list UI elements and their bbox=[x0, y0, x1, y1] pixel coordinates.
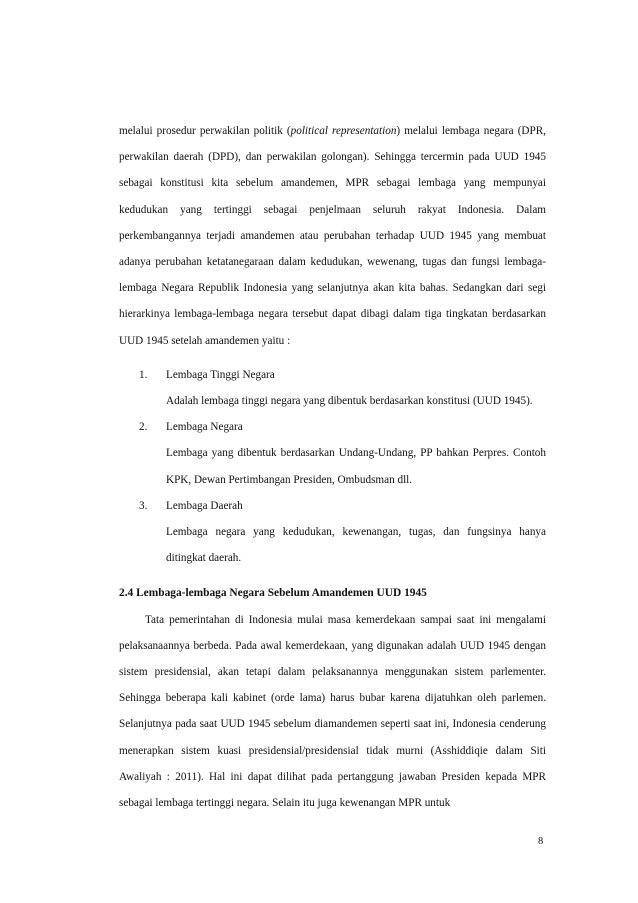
institution-list bbox=[119, 362, 546, 572]
list-item-description: Lembaga yang dibentuk berdasarkan Undang-Undang, PP bahkan Perpres. Contoh KPK, Dewan Pertimbangan Presiden, Ombudsman dll. bbox=[166, 447, 546, 486]
paragraph-1 bbox=[119, 118, 546, 354]
list-item-number: 1. bbox=[139, 368, 148, 381]
list-item-number: 3. bbox=[139, 499, 148, 512]
list-item bbox=[119, 362, 546, 414]
list-item-description: Adalah lembaga tinggi negara yang dibentuk berdasarkan konstitusi (UUD 1945). bbox=[166, 395, 533, 408]
list-item-title: Lembaga Negara bbox=[166, 421, 243, 434]
list-item-number: 2. bbox=[139, 421, 148, 434]
list-item-title: Lembaga Daerah bbox=[166, 499, 243, 512]
section-heading: 2.4 Lembaga-lembaga Negara Sebelum Amandemen UUD 1945 bbox=[119, 587, 427, 600]
list-item-description: Lembaga negara yang kedudukan, kewenangan, tugas, dan fungsinya hanya ditingkat daerah. bbox=[166, 526, 546, 565]
paragraph-1-italic-term: political representation bbox=[290, 125, 397, 137]
page-number: 8 bbox=[538, 836, 544, 847]
paragraph-1-text-b: ) melalui lembaga negara (DPR, perwakilan daerah (DPD), dan perwakilan golongan). Sehingga tercermin pada UUD 1945 sebagai konstitusi kita sebelum amandemen, MPR sebagai lembaga yang mempunyai kedudukan yang tertinggi sebagai penjelmaan seluruh rakyat Indonesia. Dalam perkembangannya terjadi amandemen atau perubahan terhadap UUD 1945 yang membuat adanya perubahan ketatanegaraan dalam kedudukan, wewenang, tugas dan fungsi lembaga-lembaga Negara Republik Indonesia yang selanjutnya akan kita bahas. Sedangkan dari segi hierarkinya lembaga-lembaga negara tersebut dapat dibagi dalam tiga tingkatan berdasarkan UUD 1945 setelah amandemen yaitu : bbox=[119, 125, 546, 347]
list-item-title: Lembaga Tinggi Negara bbox=[166, 368, 275, 381]
list-item bbox=[119, 493, 546, 572]
list-item bbox=[119, 414, 546, 493]
paragraph-1-text-a: melalui prosedur perwakilan politik ( bbox=[119, 125, 291, 137]
paragraph-2: Tata pemerintahan di Indonesia mulai masa kemerdekaan sampai saat ini mengalami pelaksanaannya berbeda. Pada awal kemerdekaan, yang digunakan adalah UUD 1945 dengan sistem presidensial, akan tetapi dalam pelaksanannya menggunakan sistem parlementer. Sehingga beberapa kali kabinet (orde lama) harus bubar karena dijatuhkan oleh parlemen. Selanjutnya pada saat UUD 1945 sebelum diamandemen seperti saat ini, Indonesia cenderung menerapkan sistem kuasi presidensial/presidensial tidak murni (Asshiddiqie dalam Siti Awaliyah : 2011). Hal ini dapat dilihat pada pertanggung jawaban Presiden kepada MPR sebagai lembaga tertinggi negara. Selain itu juga kewenangan MPR untuk bbox=[119, 613, 546, 810]
page-content bbox=[119, 118, 546, 816]
